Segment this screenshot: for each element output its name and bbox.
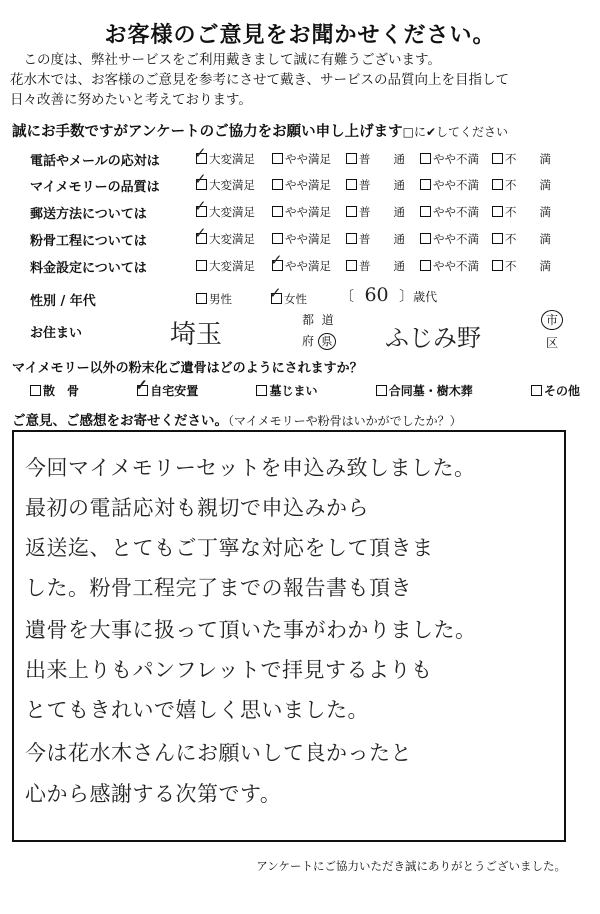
rating-checkbox[interactable] <box>346 233 357 244</box>
rating-option[interactable] <box>194 197 255 220</box>
rating-option[interactable] <box>492 204 551 220</box>
shi-label-circled: 市 <box>541 310 563 330</box>
rating-label: 粉骨工程については <box>30 234 147 249</box>
male-label: 男性 <box>209 292 232 306</box>
comment-line: とてもきれいで嬉しく思いました。 <box>25 698 369 722</box>
remains-option-label: その他 <box>543 384 580 398</box>
rating-option-label: やや不満 <box>433 178 479 192</box>
check-mark: ✓ <box>270 251 283 269</box>
do-label: 道 <box>321 313 334 327</box>
rating-option-label: やや満足 <box>285 205 331 219</box>
comment-line: 今は花水木さんにお願いして良かったと <box>25 741 412 765</box>
rating-option-label: 不 満 <box>505 259 551 273</box>
gender-male-option[interactable] <box>196 291 232 307</box>
comment-heading-text: ご意見、ご感想をお寄せください。 <box>12 413 228 429</box>
check-mark: ✓ <box>135 376 148 394</box>
remains-checkbox[interactable] <box>30 385 41 396</box>
rating-label: 電話やメールの応対は <box>30 154 160 169</box>
rating-option-label: やや不満 <box>433 205 479 219</box>
rating-option[interactable] <box>492 177 551 193</box>
intro-line-1: この度は、弊社サービスをご利用戴きまして誠に有難うございます。 <box>10 52 441 68</box>
rating-option-label: 不 満 <box>505 178 551 192</box>
remains-option-label: 墓じまい <box>269 384 318 398</box>
rating-option-label: 大変満足 <box>209 232 255 246</box>
check-mark: ✓ <box>194 197 207 215</box>
rating-option[interactable] <box>420 231 479 247</box>
survey-heading <box>12 120 508 141</box>
rating-option-label: 普 通 <box>359 152 405 166</box>
rating-checkbox[interactable] <box>346 206 357 217</box>
gender-female-option[interactable] <box>269 284 307 307</box>
ken-label-circled: 県 <box>318 333 336 350</box>
rating-option[interactable] <box>196 258 255 274</box>
comment-line: 最初の電話応対も親切で申込みから <box>25 496 369 520</box>
rating-option[interactable] <box>270 251 331 274</box>
rating-checkbox[interactable] <box>420 206 431 217</box>
rating-option-label: 不 満 <box>505 152 551 166</box>
rating-checkbox[interactable] <box>420 179 431 190</box>
rating-option[interactable] <box>420 204 479 220</box>
rating-option[interactable] <box>420 177 479 193</box>
check-mark: ✓ <box>194 144 207 162</box>
rating-option-label: 大変満足 <box>209 205 255 219</box>
prefecture-value: 埼玉 <box>170 320 223 350</box>
rating-checkbox[interactable] <box>346 260 357 271</box>
rating-option[interactable] <box>346 231 405 247</box>
rating-option-label: 普 通 <box>359 205 405 219</box>
rating-option[interactable] <box>272 177 331 193</box>
rating-checkbox[interactable] <box>420 233 431 244</box>
rating-option[interactable] <box>346 258 405 274</box>
rating-option-label: 普 通 <box>359 259 405 273</box>
rating-checkbox[interactable] <box>194 170 207 190</box>
male-checkbox[interactable] <box>196 293 207 304</box>
comment-heading <box>12 409 462 429</box>
survey-heading-text: 誠にお手数ですがアンケートのご協力をお願い申し上げます <box>12 124 403 140</box>
remains-checkbox[interactable] <box>531 385 542 396</box>
female-checkbox[interactable] <box>269 284 282 304</box>
rating-option[interactable] <box>492 258 551 274</box>
page-title: お客様のご意見をお聞かせください。 <box>104 23 496 48</box>
rating-option-label: やや不満 <box>433 152 479 166</box>
rating-option-label: 不 満 <box>505 232 551 246</box>
rating-option-label: やや満足 <box>285 178 331 192</box>
remains-option[interactable] <box>376 382 473 399</box>
rating-option[interactable] <box>346 151 405 167</box>
comment-line: 出来上りもパンフレットで拝見するよりも <box>25 658 433 682</box>
rating-checkbox[interactable] <box>420 260 431 271</box>
residence-label: お住まい <box>30 326 83 341</box>
intro-line-2: 花水木では、お客様のご意見を参考にさせて戴き、サービスの品質向上を目指して <box>10 72 509 88</box>
rating-checkbox[interactable] <box>492 206 503 217</box>
rating-option[interactable] <box>194 144 255 167</box>
remains-checkbox[interactable] <box>256 385 267 396</box>
rating-option-label: 普 通 <box>359 178 405 192</box>
survey-instruction: □に✔してください <box>402 125 509 139</box>
rating-option[interactable] <box>346 204 405 220</box>
ku-label: 区 <box>546 336 559 350</box>
age-suffix: 歳代 <box>413 290 438 304</box>
age-bracket-open: 〔 <box>340 289 354 305</box>
rating-option[interactable] <box>492 151 551 167</box>
remains-option-label: 散 骨 <box>43 384 80 398</box>
rating-checkbox[interactable] <box>194 144 207 164</box>
rating-checkbox[interactable] <box>272 233 283 244</box>
rating-option-label: やや不満 <box>433 232 479 246</box>
rating-label: 料金設定については <box>30 261 147 276</box>
rating-checkbox[interactable] <box>346 179 357 190</box>
remains-option[interactable] <box>135 376 199 399</box>
remains-checkbox[interactable] <box>135 376 148 396</box>
remains-option[interactable] <box>30 382 79 399</box>
check-mark: ✓ <box>194 224 207 242</box>
fu-label: 府 <box>302 334 315 348</box>
rating-option[interactable] <box>420 151 479 167</box>
rating-option-label: やや満足 <box>285 152 331 166</box>
rating-option-label: やや満足 <box>285 259 331 273</box>
age-field[interactable] <box>340 284 437 306</box>
comment-line: した。粉骨工程完了までの報告書も頂き <box>25 576 412 600</box>
female-check-mark: ✓ <box>269 284 282 302</box>
rating-option-label: 不 満 <box>505 205 551 219</box>
rating-checkbox[interactable] <box>492 179 503 190</box>
rating-checkbox[interactable] <box>196 260 207 271</box>
rating-option-label: 大変満足 <box>209 152 255 166</box>
rating-option[interactable] <box>492 231 551 247</box>
footer-thanks: アンケートにご協力いただき誠にありがとうございました。 <box>256 859 566 873</box>
rating-option-label: やや不満 <box>433 259 479 273</box>
rating-checkbox[interactable] <box>492 153 503 164</box>
rating-checkbox[interactable] <box>346 153 357 164</box>
rating-option[interactable] <box>346 177 405 193</box>
female-label: 女性 <box>284 292 307 306</box>
rating-checkbox[interactable] <box>420 153 431 164</box>
comment-line: 今回マイメモリーセットを申込み致しました。 <box>25 456 476 480</box>
rating-checkbox[interactable] <box>492 233 503 244</box>
rating-option-label: 大変満足 <box>209 178 255 192</box>
rating-checkbox[interactable] <box>194 224 207 244</box>
rating-checkbox[interactable] <box>194 197 207 217</box>
rating-option[interactable] <box>194 170 255 193</box>
rating-option[interactable] <box>272 151 331 167</box>
comment-line: 遺骨を大事に扱って頂いた事がわかりました。 <box>25 618 477 642</box>
rating-option[interactable] <box>194 224 255 247</box>
intro-line-3: 日々改善に努めたいと考えております。 <box>10 92 252 108</box>
age-bracket-close: 〕 <box>399 289 414 305</box>
comment-subheading: （マイメモリーや粉骨はいかがでしたか？） <box>228 414 462 428</box>
rating-checkbox[interactable] <box>272 153 283 164</box>
to-do-label <box>302 311 334 328</box>
rating-option[interactable] <box>272 231 331 247</box>
rating-checkbox[interactable] <box>272 206 283 217</box>
remains-option[interactable] <box>256 382 317 399</box>
rating-label: 郵送方法については <box>30 207 147 222</box>
rating-label: マイメモリーの品質は <box>30 180 160 195</box>
rating-option[interactable] <box>272 204 331 220</box>
rating-option[interactable] <box>420 258 479 274</box>
comment-line: 心から感謝する次第です。 <box>25 782 282 806</box>
comment-line: 返送迄、とてもご丁寧な対応をして頂きま <box>25 536 434 560</box>
rating-option-label: 普 通 <box>359 232 405 246</box>
rating-checkbox[interactable] <box>272 179 283 190</box>
rating-checkbox[interactable] <box>270 251 283 271</box>
fu-ken-label <box>302 332 336 350</box>
rating-option-label: やや満足 <box>285 232 331 246</box>
age-value: 60 <box>364 284 389 306</box>
check-mark: ✓ <box>194 170 207 188</box>
city-value: ふじみ野 <box>385 324 481 352</box>
rating-option-label: 大変満足 <box>209 259 255 273</box>
remains-option-label: 合同墓・樹木葬 <box>388 384 473 398</box>
to-label: 都 <box>302 313 315 327</box>
remains-option-label: 自宅安置 <box>150 384 199 398</box>
remains-option[interactable] <box>531 382 580 399</box>
gender-age-label: 性別 / 年代 <box>30 294 96 309</box>
rating-checkbox[interactable] <box>492 260 503 271</box>
remains-checkbox[interactable] <box>376 385 387 396</box>
remains-question: マイメモリー以外の粉末化ご遺骨はどのようにされますか？ <box>12 361 363 376</box>
